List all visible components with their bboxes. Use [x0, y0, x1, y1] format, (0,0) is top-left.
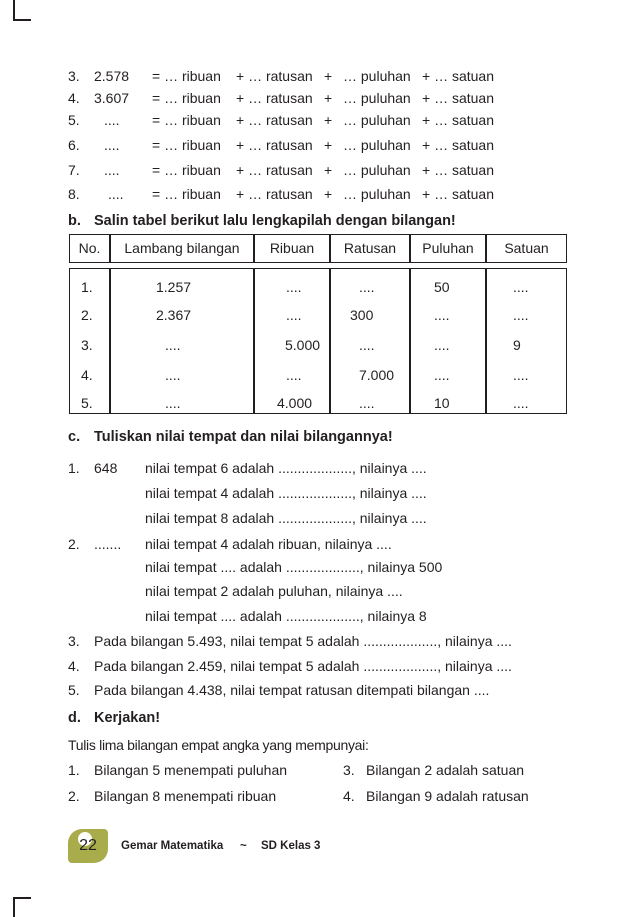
crop-mark-bottom-left-h: [13, 897, 31, 899]
list-item: 3. Pada bilangan 5.493, nilai tempat 5 adalah ..................., nilainya ....: [68, 633, 512, 649]
list-item: 1. 648 nilai tempat 6 adalah ..................., nilainya ....: [68, 460, 427, 476]
list-item: nilai tempat 4 adalah ..................., nilainya ....: [145, 485, 427, 501]
list-item: nilai tempat 8 adalah ..................., nilainya ....: [145, 510, 427, 526]
exercise-row: 7. .... = … ribuan + … ratusan + … puluhan + … satuan: [68, 162, 494, 178]
table-header-cell: Satuan: [486, 234, 567, 263]
list-item: nilai tempat .... adalah ..................., nilainya 8: [145, 608, 427, 624]
table-column-puluhan: 50 .... .... .... 10: [410, 268, 486, 414]
section-d-intro: Tulis lima bilangan empat angka yang mempunyai:: [68, 737, 369, 753]
grade-label: SD Kelas 3: [261, 840, 321, 852]
table-header-cell: Ratusan: [330, 234, 410, 263]
table-column-ribuan: .... .... 5.000 .... 4.000: [254, 268, 330, 414]
table-header-cell: Lambang bilangan: [110, 234, 254, 263]
page-number-badge: [68, 829, 108, 863]
page-number: 22: [79, 837, 97, 854]
table-column-satuan: .... .... 9 .... ....: [486, 268, 567, 414]
table-column-ratusan: .... 300 .... 7.000 ....: [330, 268, 410, 414]
list-item: nilai tempat .... adalah ..................., nilainya 500: [145, 559, 443, 575]
table-header-cell: Puluhan: [410, 234, 486, 263]
crop-mark-bottom-left-v: [13, 897, 15, 917]
list-item: 1. Bilangan 5 menempati puluhan 3. Bilangan 2 adalah satuan: [68, 762, 525, 778]
table-column-no: 1. 2. 3. 4. 5.: [69, 268, 110, 414]
footer-separator: ~: [240, 840, 247, 852]
list-item: 5. Pada bilangan 4.438, nilai tempat ratusan ditempati bilangan ....: [68, 682, 490, 698]
exercise-row: 3. 2.578 = … ribuan + … ratusan + … puluhan + … satuan: [68, 68, 494, 84]
table-column-lambang: 1.257 2.367 .... .... ....: [110, 268, 254, 414]
exercise-row: 6. .... = … ribuan + … ratusan + … puluhan + … satuan: [68, 137, 494, 153]
book-title: Gemar Matematika: [121, 840, 224, 852]
table-header-cell: No.: [69, 234, 110, 263]
list-item: 2. Bilangan 8 menempati ribuan 4. Bilangan 9 adalah ratusan: [68, 788, 529, 804]
exercise-row: 8. .... = … ribuan + … ratusan + … puluhan + … satuan: [68, 186, 494, 202]
exercise-row: 5. .... = … ribuan + … ratusan + … puluhan + … satuan: [68, 112, 494, 128]
crop-mark-top-left-h: [13, 19, 31, 21]
exercise-row: 4. 3.607 = … ribuan + … ratusan + … puluhan + … satuan: [68, 90, 494, 106]
table-header-cell: Ribuan: [254, 234, 330, 263]
list-item: 2. ....... nilai tempat 4 adalah ribuan, nilainya ....: [68, 536, 392, 552]
crop-mark-top-left-v: [13, 0, 15, 20]
list-item: nilai tempat 2 adalah puluhan, nilainya ....: [145, 583, 403, 599]
list-item: 4. Pada bilangan 2.459, nilai tempat 5 adalah ..................., nilainya ....: [68, 658, 512, 674]
